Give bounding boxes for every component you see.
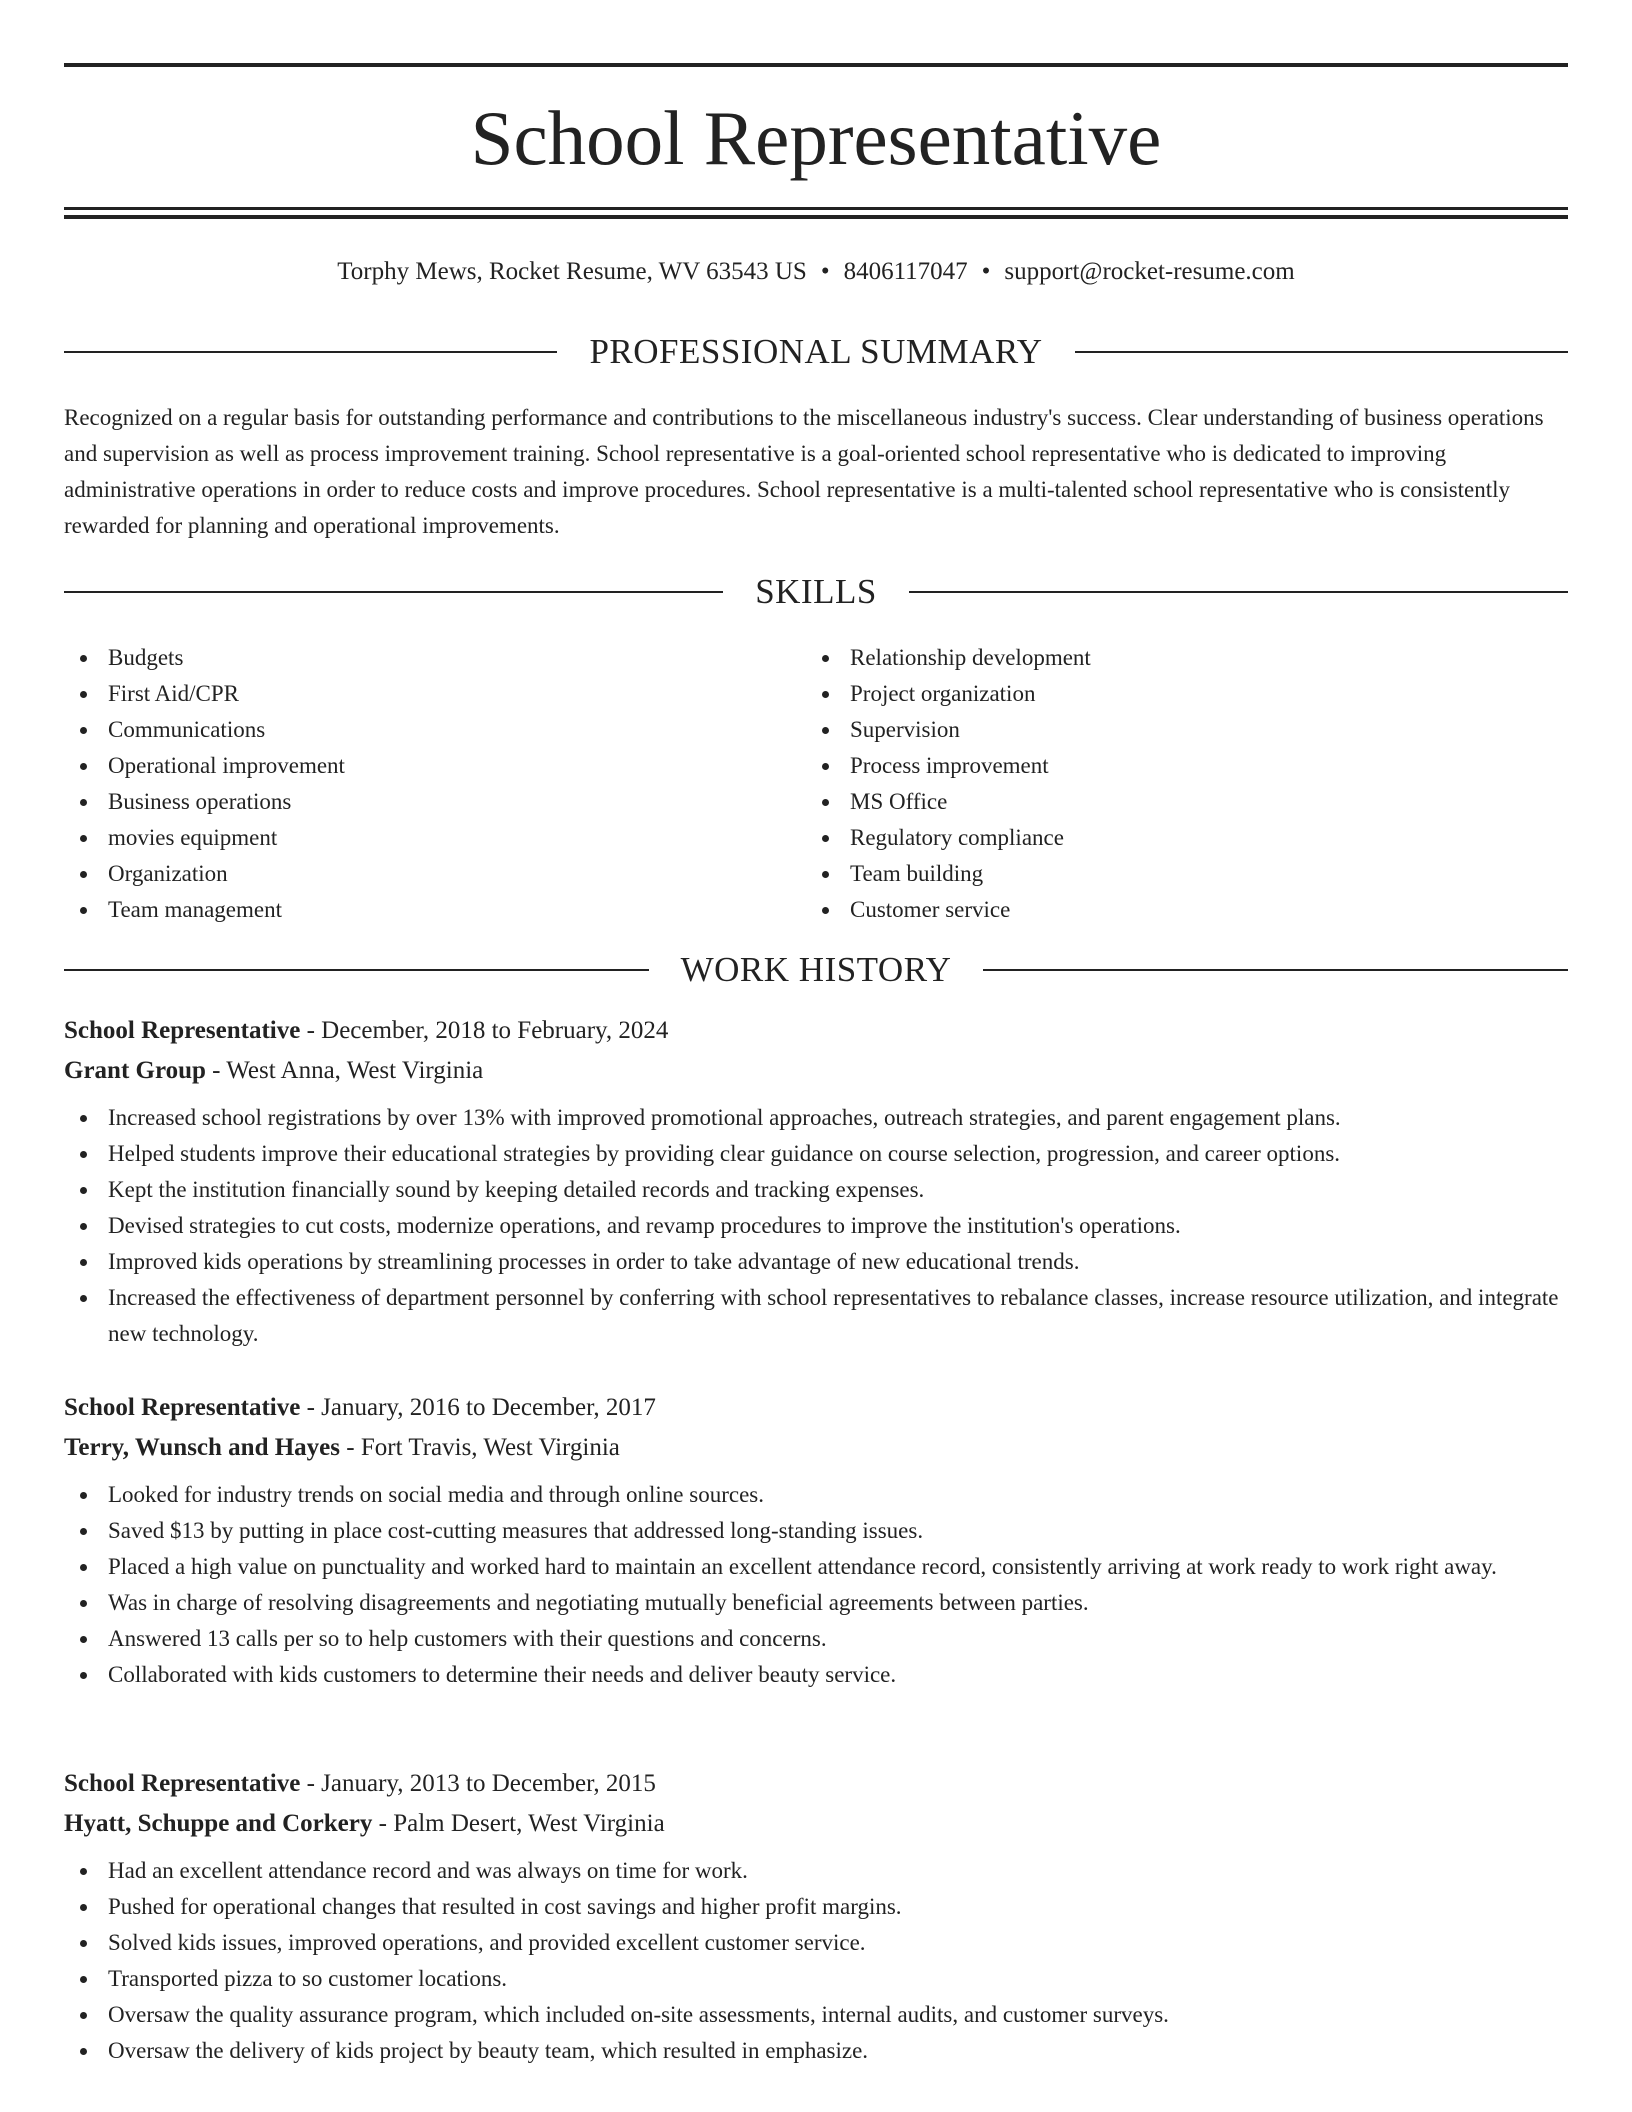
skill-item: Regulatory compliance [806, 820, 1548, 856]
job-bullet: Solved kids issues, improved operations, and provided excellent customer service. [64, 1925, 1568, 1961]
section-rule [983, 969, 1568, 971]
job-bullet: Had an excellent attendance record and was always on time for work. [64, 1853, 1568, 1889]
job-company-line [64, 1428, 1568, 1468]
job-bullet: Saved $13 by putting in place cost-cutting measures that addressed long-standing issues. [64, 1513, 1568, 1549]
job-title-line [64, 1388, 1568, 1428]
skill-item: movies equipment [64, 820, 806, 856]
section-title: PROFESSIONAL SUMMARY [589, 332, 1043, 371]
job-dates: - December, 2018 to February, 2024 [300, 1017, 669, 1044]
job-entry [64, 1764, 1568, 2069]
section-rule [1075, 351, 1568, 353]
job-bullet: Oversaw the quality assurance program, which included on-site assessments, internal audits, and customer surveys. [64, 1997, 1568, 2033]
job-dates: - January, 2013 to December, 2015 [300, 1770, 656, 1797]
skills-list [64, 640, 1568, 928]
contact-phone: 8406117047 [843, 258, 968, 285]
job-bullet: Collaborated with kids customers to determine their needs and deliver beauty service. [64, 1657, 1568, 1693]
job-bullet: Was in charge of resolving disagreements and negotiating mutually beneficial agreements between parties. [64, 1585, 1568, 1621]
skill-item: Relationship development [806, 640, 1548, 676]
contact-address: Torphy Mews, Rocket Resume, WV 63543 US [337, 258, 807, 285]
job-title: School Representative [64, 1017, 301, 1044]
job-company-line [64, 1051, 1568, 1091]
skill-item: Business operations [64, 784, 806, 820]
job-bullet: Oversaw the delivery of kids project by beauty team, which resulted in emphasize. [64, 2033, 1568, 2069]
section-header-work-history [64, 948, 1568, 992]
job-bullet: Pushed for operational changes that resulted in cost savings and higher profit margins. [64, 1889, 1568, 1925]
section-header-skills [64, 570, 1568, 614]
skill-item: Operational improvement [64, 748, 806, 784]
skill-item: Communications [64, 712, 806, 748]
resume-title: School Representative [470, 95, 1162, 181]
section-rule [64, 351, 557, 353]
skill-item: Team management [64, 892, 806, 928]
contact-line [64, 254, 1568, 290]
job-bullet: Transported pizza to so customer locations. [64, 1961, 1568, 1997]
skill-item: Organization [64, 856, 806, 892]
job-bullets [64, 1853, 1568, 2069]
summary-text: Recognized on a regular basis for outstanding performance and contributions to the miscellaneous industry's success. Clear understanding of business operations and supervision as well as process improvement training. School representative is a goal-oriented school representative who is dedicated to improving administrative operations in order to reduce costs and improve procedures. School representative is a multi-talented school representative who is consistently rewarded for planning and operational improvements. [64, 405, 1544, 538]
job-location: - Fort Travis, West Virginia [340, 1434, 620, 1461]
job-bullet: Answered 13 calls per so to help customers with their questions and concerns. [64, 1621, 1568, 1657]
job-bullet: Kept the institution financially sound by keeping detailed records and tracking expenses. [64, 1172, 1568, 1208]
job-bullet: Helped students improve their educational strategies by providing clear guidance on course selection, progression, and career options. [64, 1136, 1568, 1172]
contact-email: support@rocket-resume.com [1004, 258, 1295, 285]
top-rule [64, 63, 1568, 67]
job-company-line [64, 1804, 1568, 1844]
job-company: Terry, Wunsch and Hayes [64, 1434, 341, 1461]
title-rule-lower [64, 215, 1568, 219]
skill-item: Supervision [806, 712, 1548, 748]
job-entry [64, 1011, 1568, 1352]
section-title: SKILLS [755, 572, 877, 611]
job-company: Hyatt, Schuppe and Corkery [64, 1810, 373, 1837]
skill-item: Customer service [806, 892, 1548, 928]
job-bullet: Increased school registrations by over 13% with improved promotional approaches, outreach strategies, and parent engagement plans. [64, 1100, 1568, 1136]
skill-item: Budgets [64, 640, 806, 676]
skill-item: MS Office [806, 784, 1548, 820]
job-title-line [64, 1011, 1568, 1051]
job-title: School Representative [64, 1770, 301, 1797]
job-location: - Palm Desert, West Virginia [372, 1810, 665, 1837]
job-location: - West Anna, West Virginia [205, 1057, 484, 1084]
contact-separator: • [981, 258, 991, 285]
job-bullet: Improved kids operations by streamlining processes in order to take advantage of new educational trends. [64, 1244, 1568, 1280]
skill-item: Team building [806, 856, 1548, 892]
job-bullets [64, 1100, 1568, 1352]
title-rule-upper [64, 207, 1568, 210]
job-dates: - January, 2016 to December, 2017 [300, 1394, 656, 1421]
skills-column-right [806, 640, 1548, 928]
section-rule [64, 969, 649, 971]
job-title-line [64, 1764, 1568, 1804]
job-bullet: Placed a high value on punctuality and worked hard to maintain an excellent attendance record, consistently arriving at work ready to work right away. [64, 1549, 1568, 1585]
skill-item: Project organization [806, 676, 1548, 712]
section-header-summary [64, 330, 1568, 374]
job-company: Grant Group [64, 1057, 206, 1084]
skill-item: Process improvement [806, 748, 1548, 784]
section-title: WORK HISTORY [680, 950, 952, 989]
skill-item: First Aid/CPR [64, 676, 806, 712]
section-rule [64, 591, 723, 593]
skills-column-left [64, 640, 806, 928]
section-rule [909, 591, 1568, 593]
job-entry [64, 1388, 1568, 1693]
job-bullets [64, 1477, 1568, 1693]
job-bullet: Looked for industry trends on social media and through online sources. [64, 1477, 1568, 1513]
job-bullet: Increased the effectiveness of department personnel by conferring with school representatives to rebalance classes, increase resource utilization, and integrate new technology. [64, 1280, 1568, 1352]
job-bullet: Devised strategies to cut costs, modernize operations, and revamp procedures to improve the institution's operations. [64, 1208, 1568, 1244]
job-title: School Representative [64, 1394, 301, 1421]
contact-separator: • [820, 258, 830, 285]
